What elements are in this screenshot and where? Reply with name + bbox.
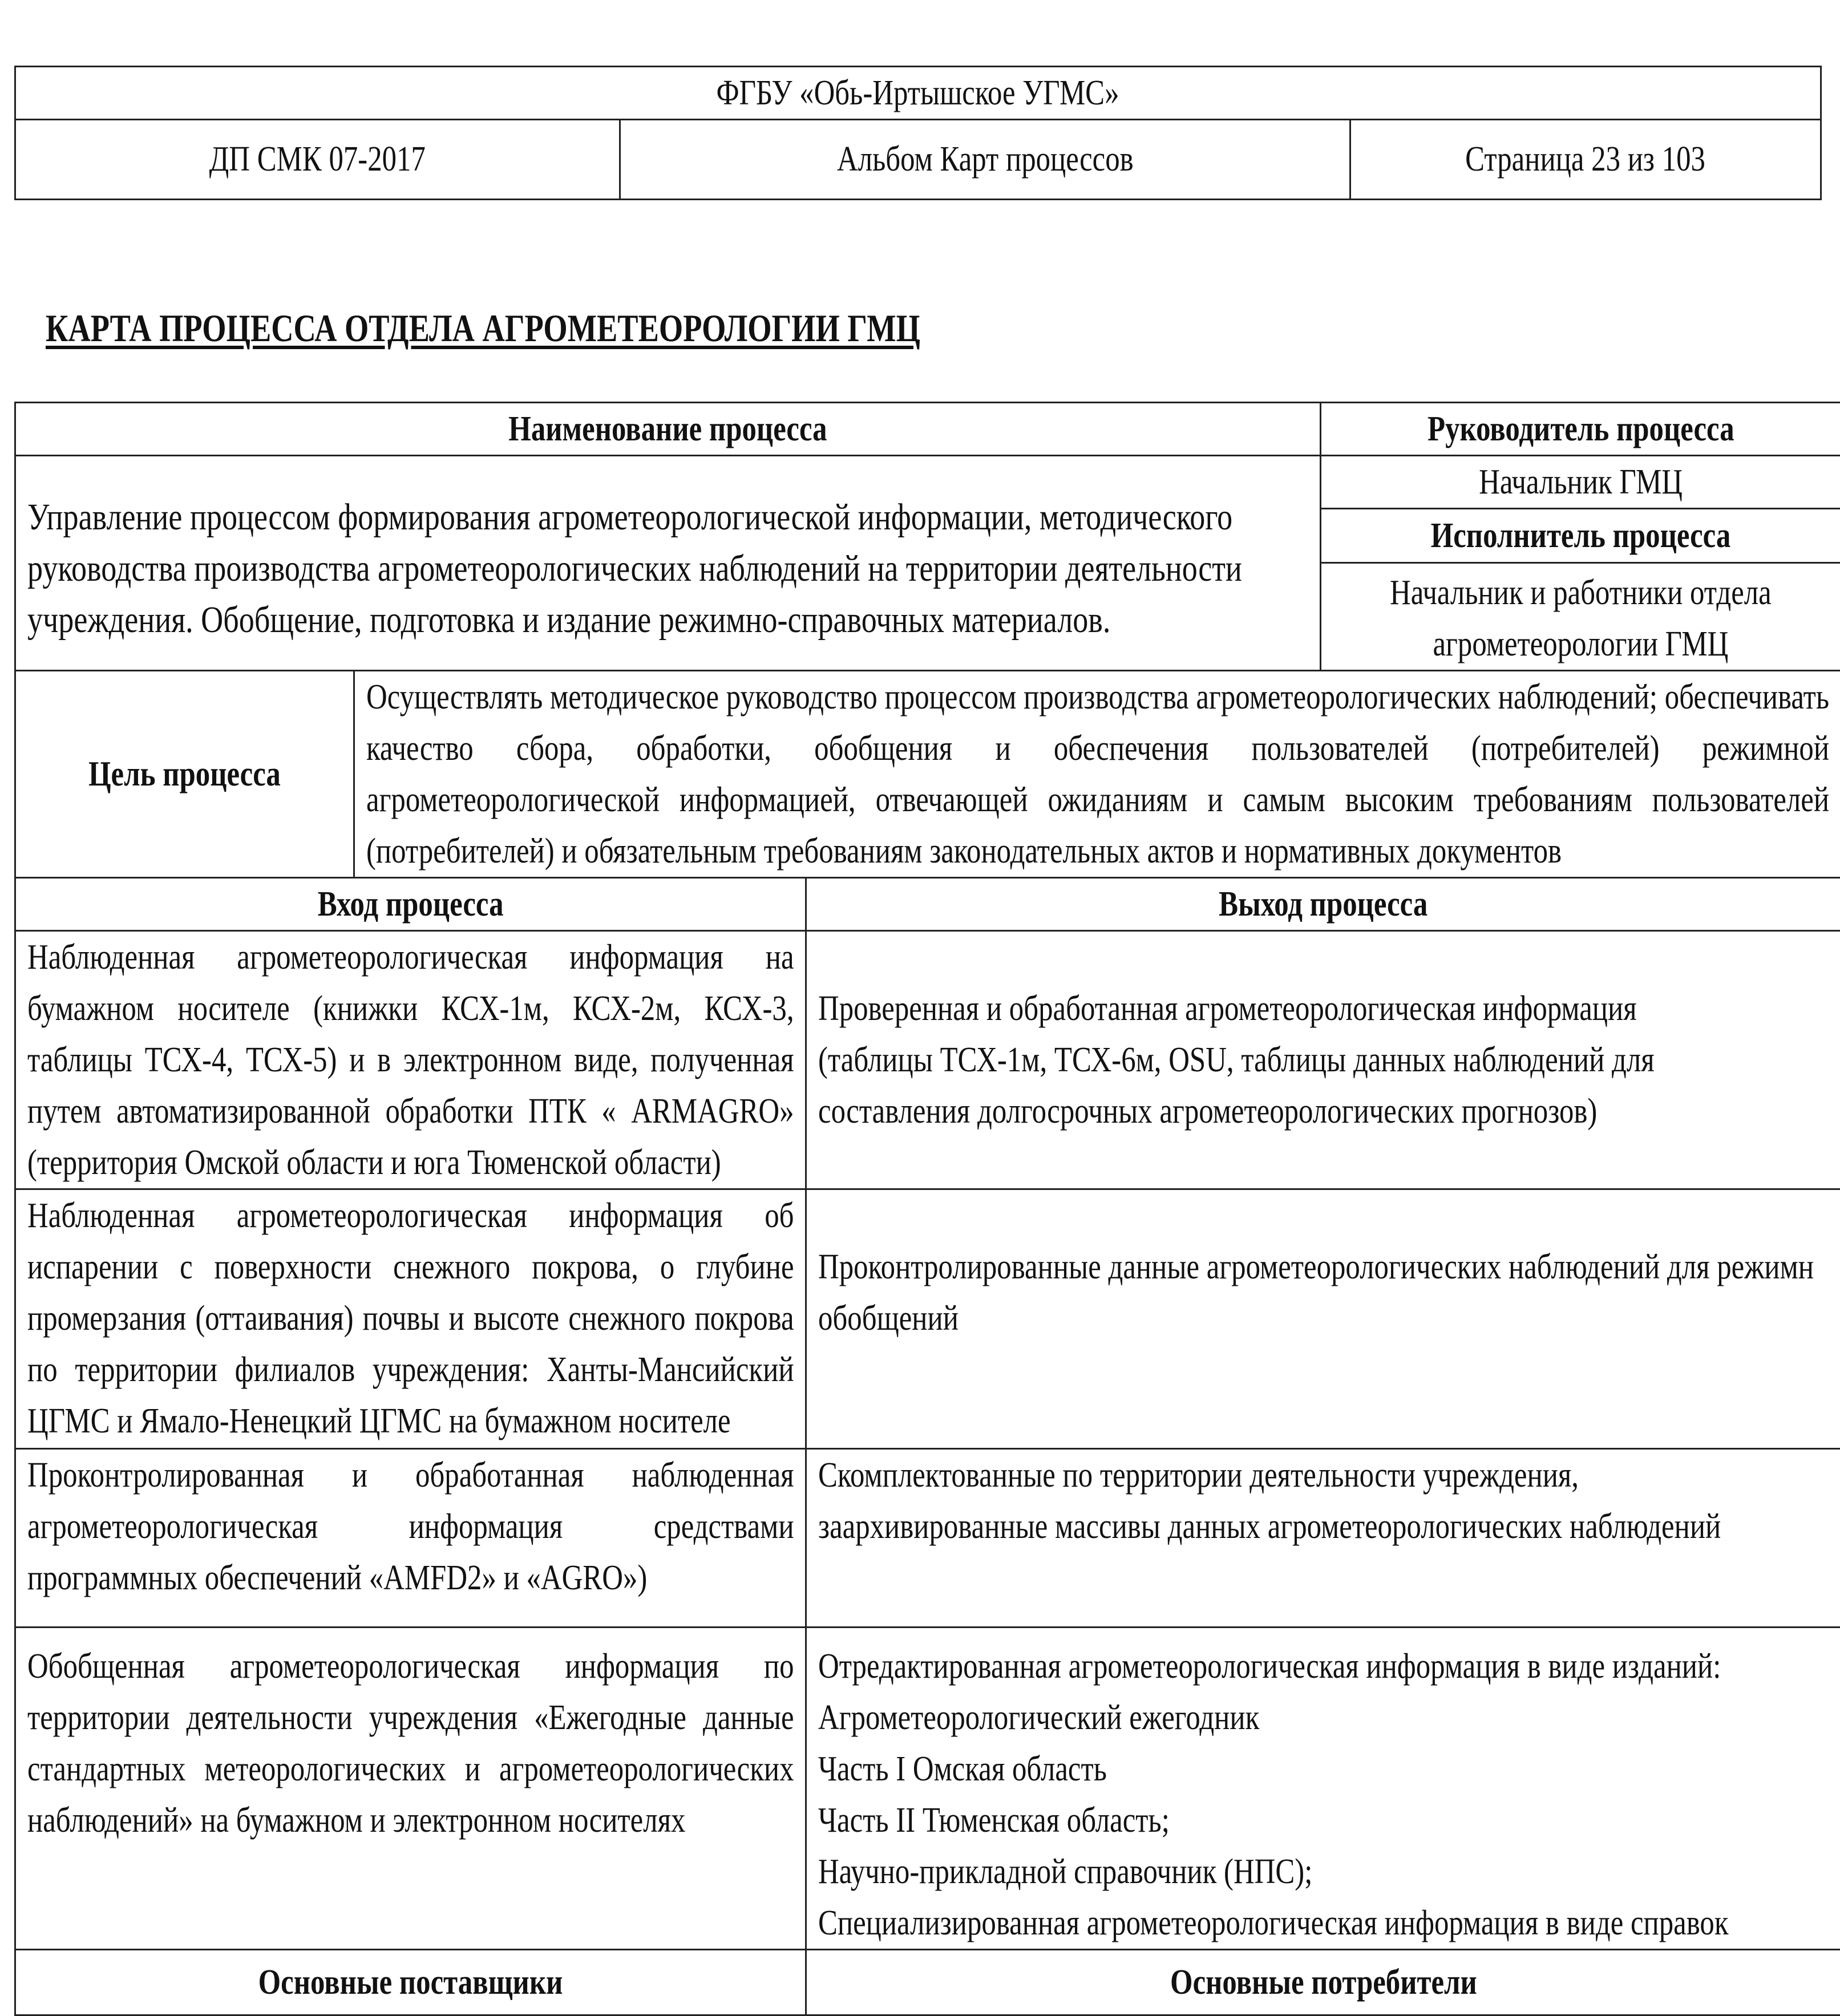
table-row [15,1189,1840,1449]
process-leader-value: Начальник ГМЦ [1321,456,1840,509]
process-output-cell: Проконтролированные данные агрометеорологических наблюдений для режимн обобщений [806,1189,1840,1449]
document-header [14,66,1822,200]
album-cell [620,120,1350,200]
output-line: Отредактированная агрометеорологическая информация в виде изданий: [818,1641,1829,1692]
output-line: Агрометеорологический ежегодник [818,1692,1829,1743]
process-input-cell: Наблюденная агрометеорологическая информация на бумажном носителе (книжки КСХ-1м, КСХ-2м, КСХ-3, таблицы ТСХ-4, ТСХ-5) и в электронном виде, полученная путем автоматизированной обработки ПТК « ARMAGRO» (территория Омской области и юга Тюменской области) [15,931,806,1189]
process-card [14,402,1840,2016]
table-row [15,1449,1840,1628]
output-line: Специализированная агрометеорологическая информация в виде справок [818,1897,1829,1949]
doc-code-cell [15,120,620,200]
output-line: Часть II Тюменская область; [818,1795,1829,1846]
suppliers-heading: Основные поставщики [15,1950,806,2015]
process-output-heading: Выход процесса [806,878,1840,931]
process-input-heading: Вход процесса [15,878,806,931]
process-output-cell: Скомплектованные по территории деятельности учреждения, заархивированные массивы данных агрометеорологических наблюдений [806,1449,1840,1628]
process-executor-value: Начальник и работники отдела агрометеорологии ГМЦ [1321,563,1840,671]
output-line: Часть I Омская область [818,1743,1829,1795]
process-input-cell: Проконтролированная и обработанная наблюденная агрометеорологическая информация средствами программных обеспечений «AMFD2» и «AGRO») [15,1449,806,1628]
organization-name: ФГБУ «Обь-Иртышское УГМС» [717,74,1119,112]
process-goal-text: Осуществлять методическое руководство процессом производства агрометеорологических наблюдений; обеспечивать качество сбора, обработки, обобщения и обеспечения пользователей (потребителей) режимной агрометеорологической информацией, отвечающей ожиданиям и самым высоким требованиям пользователей (потребителей) и обязательным требованиям законодательных актов и нормативных документов [354,671,1840,878]
organization-cell [15,67,1821,120]
process-leader-heading: Руководитель процесса [1321,403,1840,456]
process-name-heading: Наименование процесса [15,403,1321,456]
table-row [15,931,1840,1189]
page-number-cell [1350,120,1821,200]
process-input-cell: Обобщенная агрометеорологическая информация по территории деятельности учреждения «Ежегодные данные стандартных метеорологических и агрометеорологических наблюдений» на бумажном и электронном носителях [15,1628,806,1950]
process-output-cell [806,1628,1840,1950]
output-line: Научно-прикладной справочник (НПС); [818,1846,1829,1897]
page-title: КАРТА ПРОЦЕССА ОТДЕЛА АГРОМЕТЕОРОЛОГИИ ГМЦ [46,306,920,351]
album-name: Альбом Карт процессов [837,140,1134,179]
process-goal-heading: Цель процесса [15,671,354,878]
process-output-cell: Проверенная и обработанная агрометеорологическая информация (таблицы ТСХ-1м, ТСХ-6м, OSU, таблицы данных наблюдений для составления долгосрочных агрометеорологических прогнозов) [806,931,1840,1189]
table-row [15,1628,1840,1950]
process-executor-heading: Исполнитель процесса [1321,509,1840,563]
consumers-heading: Основные потребители [806,1950,1840,2015]
process-name-text: Управление процессом формирования агрометеорологической информации, методического руководства производства агрометеорологических наблюдений на территории деятельности учреждения. Обобщение, подготовка и издание режимно-справочных материалов. [15,456,1321,671]
page-number: Страница 23 из 103 [1466,140,1706,179]
doc-code: ДП СМК 07-2017 [209,140,426,179]
process-input-cell: Наблюденная агрометеорологическая информация об испарении с поверхности снежного покрова, о глубине промерзания (оттаивания) почвы и высоте снежного покрова по территории филиалов учреждения: Ханты-Мансийский ЦГМС и Ямало-Ненецкий ЦГМС на бумажном носителе [15,1189,806,1449]
